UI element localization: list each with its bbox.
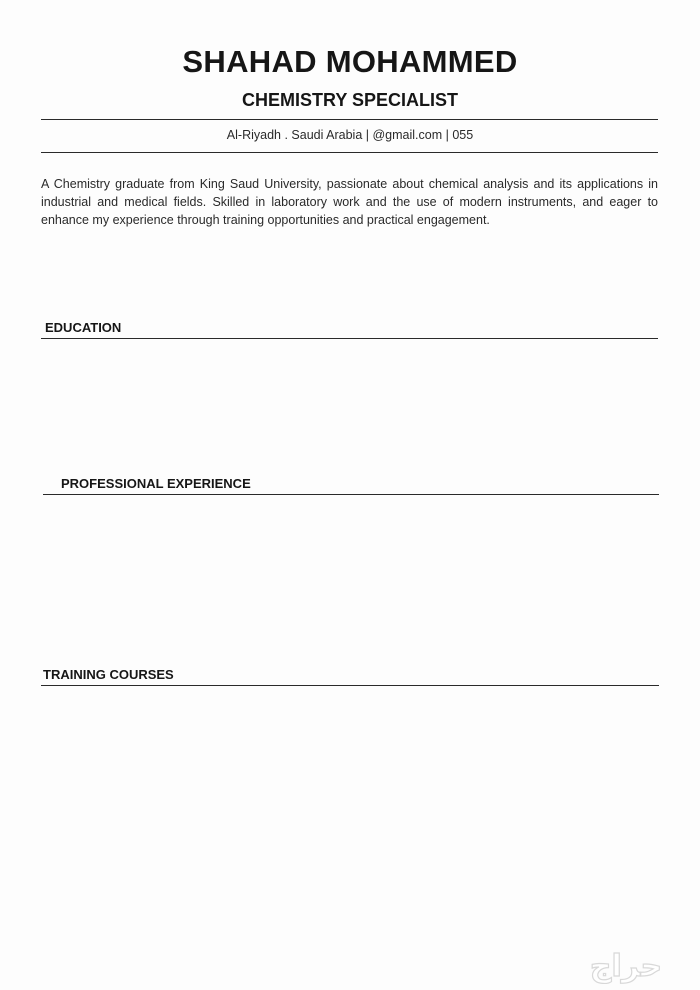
section-title-education: EDUCATION	[45, 320, 122, 335]
header-bottom-divider	[41, 152, 658, 153]
section-title-experience: PROFESSIONAL EXPERIENCE	[61, 476, 251, 491]
section-title-training: TRAINING COURSES	[43, 667, 174, 682]
watermark-logo	[566, 948, 686, 984]
section-divider-training	[41, 685, 659, 686]
header-top-divider	[41, 119, 658, 120]
contact-line: Al-Riyadh . Saudi Arabia | @gmail.com | 055	[226, 128, 474, 142]
section-divider-experience	[43, 494, 659, 495]
section-divider-education	[41, 338, 658, 339]
watermark-text: حراج	[589, 949, 663, 984]
candidate-name: SHAHAD MOHAMMED	[182, 44, 518, 79]
job-title: CHEMISTRY SPECIALIST	[241, 90, 459, 110]
summary-paragraph: A Chemistry graduate from King Saud University, passionate about chemical analysis and its applications in industrial and medical fields. Skilled in laboratory work and the use of modern instruments, and eager to enhance my experience through training opportunities and practical engagement.	[41, 177, 658, 227]
